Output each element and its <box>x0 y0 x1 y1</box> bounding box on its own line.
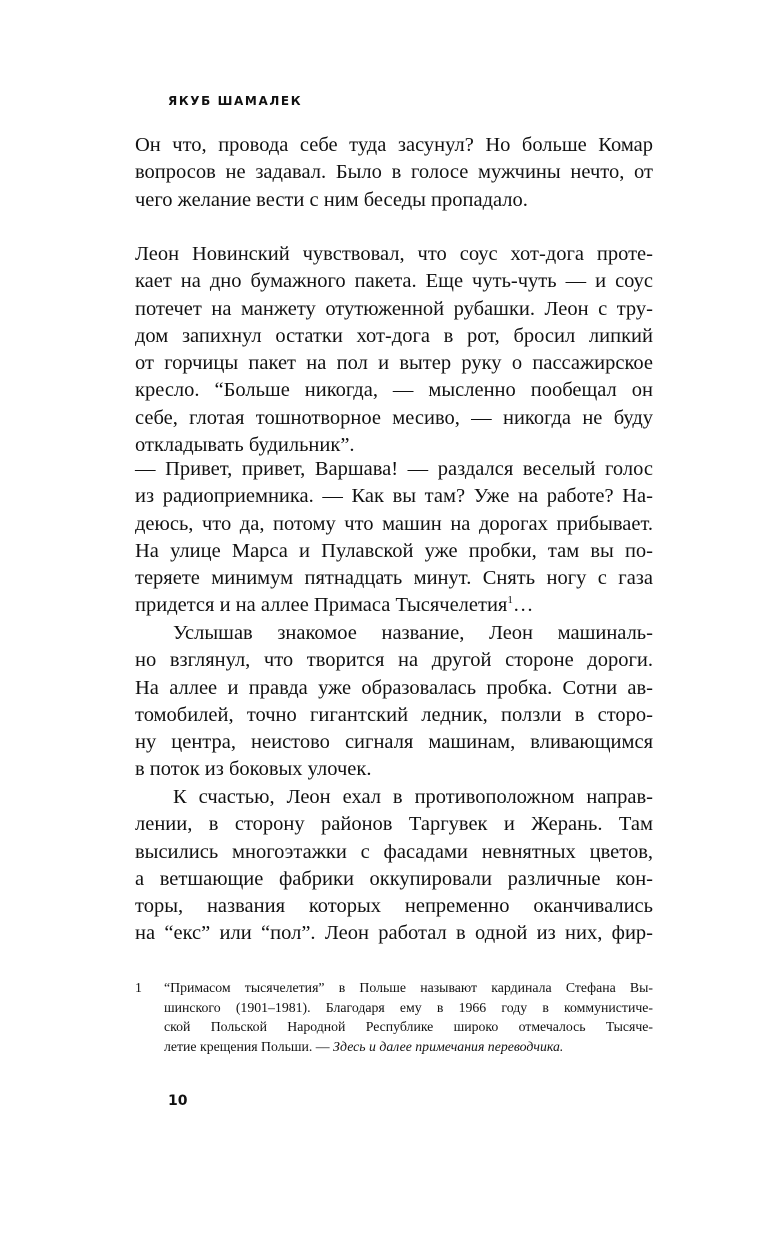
text-fragment: … <box>512 594 534 617</box>
text-line: Он что, провода себе туда засунул? Но больше Комар <box>135 134 653 156</box>
text-line: от горчицы пакет на пол и вытер руку о пассажирское <box>135 352 653 375</box>
text-line: вопросов не задавал. Было в голосе мужчины нечто, от <box>135 161 653 184</box>
paragraph-2 <box>135 241 653 459</box>
footnote-line: шинского (1901–1981). Благодаря ему в 1966 году в коммунистиче- <box>164 999 653 1015</box>
text-line: в поток из боковых улочек. <box>135 758 372 781</box>
text-line: из радиоприемника. — Как вы там? Уже на работе? На- <box>135 485 653 508</box>
footnote-line: “Примасом тысячелетия” в Польше называют кардинала Стефана Вы- <box>164 980 653 995</box>
text-line: себе, глотая тошнотворное месиво, — никогда не буду <box>135 406 653 429</box>
text-line: лении, в сторону районов Таргувек и Жерань. Там <box>135 813 653 836</box>
text-line: на “екс” или “пол”. Леон работал в одной из них, фир- <box>135 922 653 945</box>
footnote-number: 1 <box>135 980 142 995</box>
text-fragment: придется и на аллее Примаса Тысячелетия <box>135 594 508 617</box>
text-line: торы, названия которых непременно оканчивались <box>135 895 653 918</box>
text-line: томобилей, точно гигантский ледник, ползли в сторо- <box>135 703 653 726</box>
text-line: дом запихнул остатки хот-дога в рот, бросил липкий <box>135 324 653 347</box>
footnote-text: летие крещения Польши. — <box>164 1038 334 1054</box>
paragraph-3 <box>135 456 653 620</box>
text-line: теряете минимум пятнадцать минут. Снять ногу с газа <box>135 567 653 590</box>
text-line: На улице Марса и Пулавской уже пробки, там вы по- <box>135 539 653 562</box>
text-line-with-footnote <box>135 592 653 619</box>
text-line: кает на дно бумажного пакета. Еще чуть-чуть — и соус <box>135 270 653 293</box>
paragraph-1 <box>135 132 653 214</box>
text-line: ну центра, неистово сигналя машинам, вливающимся <box>135 731 653 754</box>
text-line: Услышав знакомое название, Леон машиналь- <box>173 622 653 644</box>
text-line: кресло. “Больше никогда, — мысленно пообещал он <box>135 379 653 402</box>
text-line: а ветшающие фабрики оккупировали различные кон- <box>135 867 653 890</box>
footnote-line: ской Польской Народной Республике широко отмечалось Тысяче- <box>164 1019 653 1034</box>
footnote-reference: 1 <box>507 594 513 607</box>
footnote-line-last <box>164 1037 653 1057</box>
text-line: чего желание вести с ним беседы пропадало. <box>135 188 528 211</box>
text-line: потечет на манжету отутюженной рубашки. Леон с тру- <box>135 297 653 320</box>
translator-note: Здесь и далее примечания переводчика. <box>333 1038 564 1054</box>
text-line: На аллее и правда уже образовалась пробка. Сотни ав- <box>135 676 653 699</box>
footnote-body <box>164 978 653 1056</box>
text-line: К счастью, Леон ехал в противоположном направ- <box>173 786 653 808</box>
text-line: но взглянул, что творится на другой стороне дороги. <box>135 649 653 672</box>
text-line: — Привет, привет, Варшава! — раздался веселый голос <box>135 458 653 480</box>
page-number: 10 <box>168 1093 188 1109</box>
footnote <box>135 978 653 1056</box>
text-line: высились многоэтажки с фасадами невнятных цветов, <box>135 840 653 863</box>
text-line: Леон Новинский чувствовал, что соус хот-дога проте- <box>135 243 653 265</box>
text-line: деюсь, что да, потому что машин на дорогах прибывает. <box>135 512 653 535</box>
paragraph-5 <box>135 784 653 948</box>
running-head: ЯКУБ ШАМАЛЕК <box>168 94 303 108</box>
paragraph-4 <box>135 620 653 784</box>
text-line: откладывать будильник”. <box>135 434 355 457</box>
